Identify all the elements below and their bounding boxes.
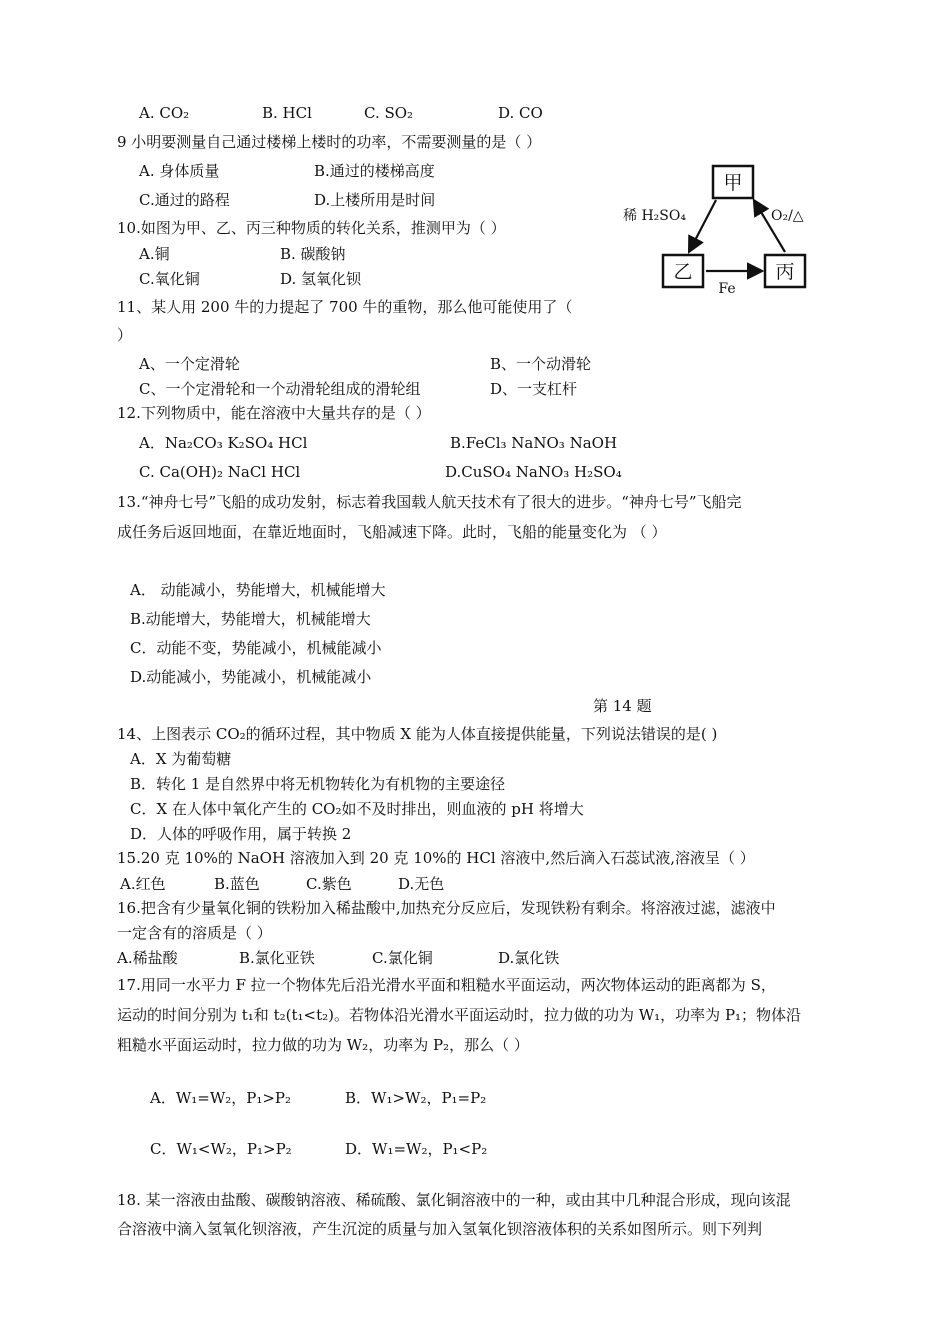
q16-stem-line2: 一定含有的溶质是（ ）	[117, 924, 272, 942]
q10-stem: 10.如图为甲、乙、丙三种物质的转化关系，推测甲为（ ）	[117, 219, 506, 237]
edge-label-left: 稀 H₂SO₄	[623, 208, 686, 224]
q12-option-c: C. Ca(OH)₂ NaCl HCl	[139, 463, 301, 481]
q9-option-d: D.上楼所用是时间	[314, 191, 436, 209]
q16-option-d: D.氯化铁	[498, 949, 560, 967]
q12-option-b: B.FeCl₃ NaNO₃ NaOH	[450, 434, 618, 452]
q16-option-b: B.氯化亚铁	[239, 949, 315, 967]
q11-option-d: D、一支杠杆	[490, 380, 578, 398]
q17-option-a: A．W₁=W₂，P₁>P₂	[150, 1089, 292, 1107]
q11-option-a: A、一个定滑轮	[139, 355, 240, 373]
q14-option-a: A．X 为葡萄糖	[130, 750, 232, 768]
q9-stem: 9 小明要测量自己通过楼梯上楼时的功率，不需要测量的是（ ）	[117, 133, 542, 151]
q13-option-b: B.动能增大，势能增大，机械能增大	[130, 610, 371, 628]
q8-option-c: C. SO₂	[364, 104, 414, 122]
q13-option-c: C．动能不变，势能减小，机械能减小	[130, 639, 382, 657]
q15-option-b: B.蓝色	[214, 875, 260, 893]
node-left-label: 乙	[673, 261, 693, 283]
q8-option-d: D. CO	[498, 104, 543, 122]
q17-option-b: B．W₁>W₂，P₁=P₂	[345, 1089, 487, 1107]
node-top-label: 甲	[723, 172, 743, 194]
q16-option-a: A.稀盐酸	[117, 949, 178, 967]
q13-option-a: A． 动能减小，势能增大，机械能增大	[130, 581, 386, 599]
q10-option-d: D. 氢氧化钡	[280, 270, 362, 288]
q15-option-a: A.红色	[120, 875, 166, 893]
q16-stem-line1: 16.把含有少量氧化铜的铁粉加入稀盐酸中,加热充分反应后，发现铁粉有剩余。将溶液过滤，滤液中	[117, 899, 776, 917]
q10-option-c: C.氧化铜	[139, 270, 200, 288]
q8-option-b: B. HCl	[262, 104, 312, 122]
q10-transformation-diagram	[620, 160, 830, 300]
q18-stem-line2: 合溶液中滴入氢氧化钡溶液，产生沉淀的质量与加入氢氧化钡溶液体积的关系如图所示。则下列判	[117, 1220, 763, 1238]
q11-option-b: B、一个动滑轮	[490, 355, 592, 373]
q11-stem: 11、某人用 200 牛的力提起了 700 牛的重物，那么他可能使用了（	[117, 298, 573, 316]
q11-stem-continuation: ）	[117, 326, 133, 344]
q13-stem-line2: 成任务后返回地面，在靠近地面时，飞船减速下降。此时，飞船的能量变化为 （ ）	[117, 523, 667, 541]
arrow-top-to-left	[690, 200, 716, 250]
q14-stem: 14、上图表示 CO₂的循环过程，其中物质 X 能为人体直接提供能量，下列说法错误的是( )	[117, 725, 718, 743]
q15-option-c: C.紫色	[306, 875, 352, 893]
edge-label-bottom: Fe	[718, 281, 736, 297]
q13-stem-line1: 13.“神舟七号”飞船的成功发射，标志着我国载人航天技术有了很大的进步。“神舟七号”飞船完	[117, 493, 742, 511]
q14-figure-caption: 第 14 题	[593, 697, 652, 715]
q17-stem-line1: 17.用同一水平力 F 拉一个物体先后沿光滑水平面和粗糙水平面运动，两次物体运动的距离都为 S，	[117, 976, 776, 994]
q17-stem-line3: 粗糙水平面运动时，拉力做的功为 W₂，功率为 P₂，那么（ ）	[117, 1036, 529, 1054]
q16-option-c: C.氯化铜	[372, 949, 433, 967]
q9-option-a: A. 身体质量	[139, 162, 220, 180]
q17-option-c: C．W₁<W₂，P₁>P₂	[150, 1140, 292, 1158]
q9-option-b: B.通过的楼梯高度	[314, 162, 435, 180]
node-right-label: 丙	[775, 261, 795, 283]
q12-option-a: A．Na₂CO₃ K₂SO₄ HCl	[139, 434, 308, 452]
q17-option-d: D．W₁=W₂，P₁<P₂	[345, 1140, 488, 1158]
q15-stem: 15.20 克 10%的 NaOH 溶液加入到 20 克 10%的 HCl 溶液中,然后滴入石蕊试液,溶液呈（ ）	[117, 849, 755, 867]
q14-option-b: B．转化 1 是自然界中将无机物转化为有机物的主要途径	[130, 775, 506, 793]
q13-option-d: D.动能减小，势能减小，机械能减小	[130, 668, 372, 686]
q14-option-d: D．人体的呼吸作用，属于转换 2	[130, 825, 352, 843]
q18-stem-line1: 18. 某一溶液由盐酸、碳酸钠溶液、稀硫酸、氯化铜溶液中的一种，或由其中几种混合形成，现向该混	[117, 1191, 791, 1209]
q15-option-d: D.无色	[398, 875, 445, 893]
q17-stem-line2: 运动的时间分别为 t₁和 t₂(t₁<t₂)。若物体沿光滑水平面运动时，拉力做的功为 W₁，功率为 P₁；物体沿	[117, 1006, 802, 1024]
q14-option-c: C．X 在人体中氧化产生的 CO₂如不及时排出，则血液的 pH 将增大	[130, 800, 584, 818]
q12-stem: 12.下列物质中，能在溶液中大量共存的是（ ）	[117, 404, 431, 422]
q10-option-a: A.铜	[139, 245, 170, 263]
q8-option-a: A. CO₂	[139, 104, 190, 122]
q12-option-d: D.CuSO₄ NaNO₃ H₂SO₄	[445, 463, 622, 481]
edge-label-right: O₂/△	[771, 208, 804, 224]
q10-option-b: B. 碳酸钠	[280, 245, 346, 263]
q9-option-c: C.通过的路程	[139, 191, 230, 209]
q11-option-c: C、一个定滑轮和一个动滑轮组成的滑轮组	[139, 380, 421, 398]
